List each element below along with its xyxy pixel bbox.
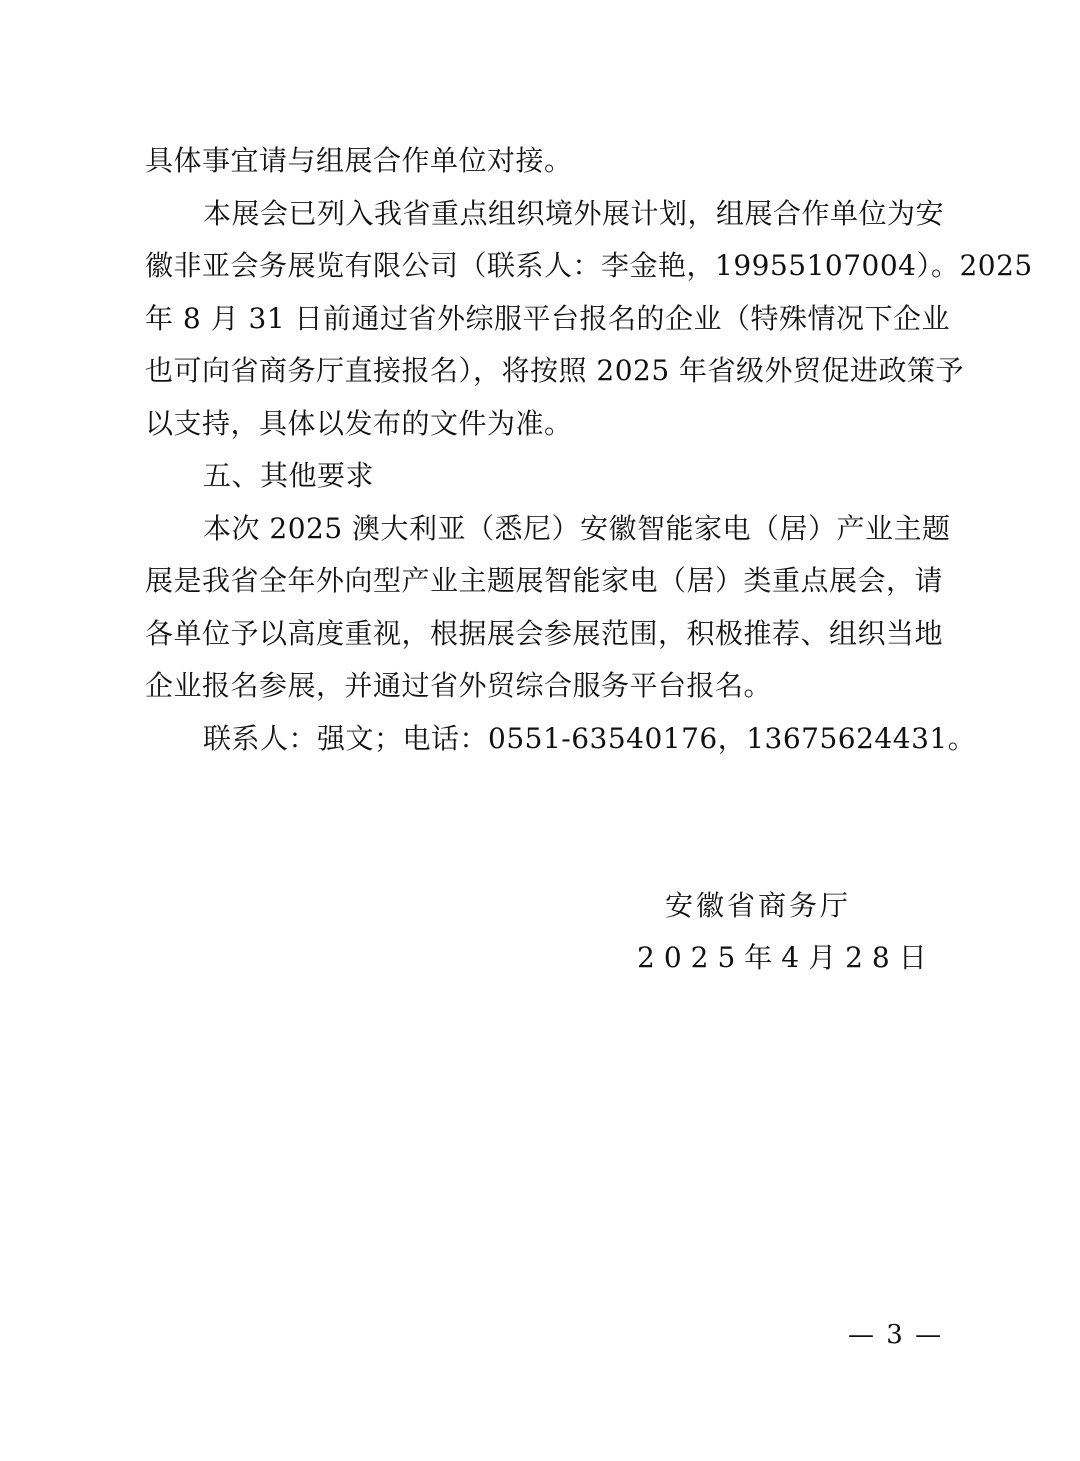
paragraph-line: 企业报名参展，并通过省外贸综合服务平台报名。: [145, 669, 773, 702]
paragraph-line: 展是我省全年外向型产业主题展智能家电（居）类重点展会，请: [145, 564, 944, 597]
paragraph-line: 年 8 月 31 日前通过省外综服平台报名的企业（特殊情况下企业: [145, 301, 951, 335]
paragraph-line: 徽非亚会务展览有限公司（联系人：李金艳，19955107004）。2025: [145, 249, 1033, 282]
section-heading: 五、其他要求: [203, 459, 375, 492]
document-body: [145, 135, 1033, 765]
signature-organization: 安徽省商务厅: [665, 889, 852, 922]
signature-date: 2025年4月28日: [637, 941, 936, 974]
paragraph-line: 各单位予以高度重视，根据展会参展范围，积极推荐、组织当地: [145, 616, 944, 650]
paragraph-line: 本展会已列入我省重点组织境外展计划，组展合作单位为安: [203, 196, 945, 230]
contact-line: 联系人：强文；电话：0551-63540176，13675624431。: [203, 721, 977, 755]
paragraph-line: 也可向省商务厅直接报名），将按照 2025 年省级外贸促进政策予: [145, 354, 965, 387]
paragraph-line: 具体事宜请与组展合作单位对接。: [145, 144, 573, 177]
page-number: — 3 —: [848, 1320, 944, 1350]
paragraph-line: 本次 2025 澳大利亚（悉尼）安徽智能家电（居）产业主题: [203, 511, 951, 545]
paragraph-line: 以支持，具体以发布的文件为准。: [145, 406, 573, 440]
